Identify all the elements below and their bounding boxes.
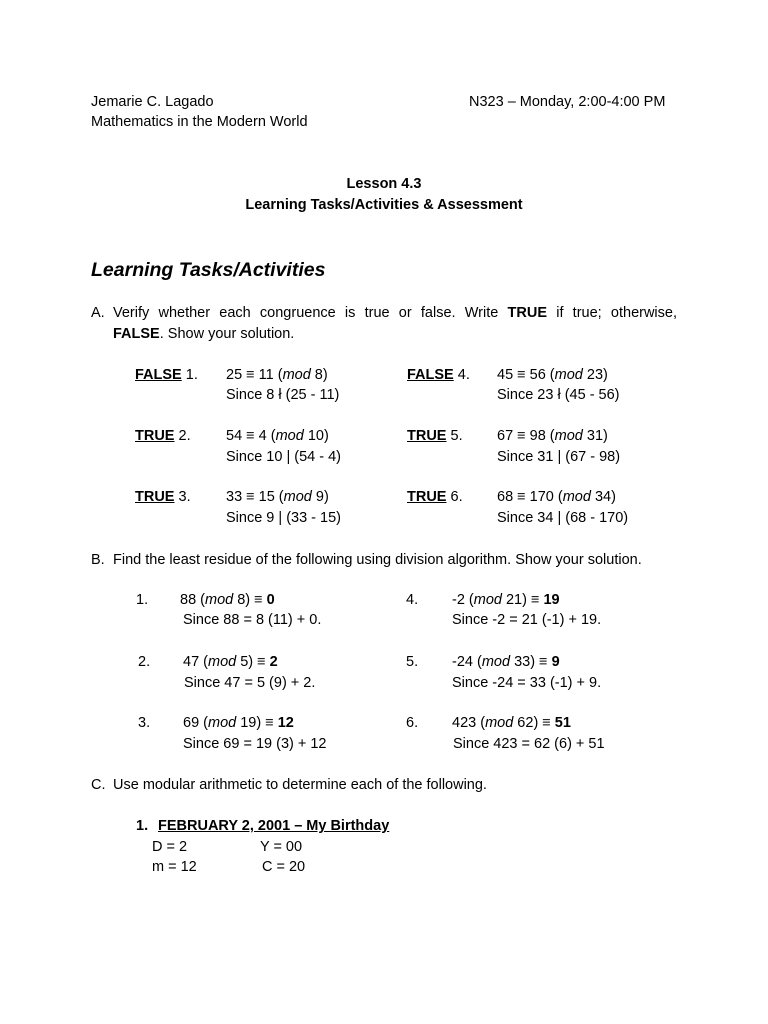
item-number: 4.: [406, 592, 419, 608]
answer-label: TRUE: [407, 489, 447, 505]
congruence-statement: 33 ≡ 15 (mod 9): [226, 489, 329, 505]
item-number: 1.: [185, 367, 198, 383]
item-number: 6.: [450, 489, 463, 505]
solution-line: Since -24 = 33 (-1) + 9.: [452, 675, 602, 691]
solution-line: Since -2 = 21 (-1) + 19.: [452, 612, 602, 628]
var-c: C = 20: [262, 859, 306, 875]
item-number: 3.: [178, 489, 191, 505]
item-number: 1.: [136, 818, 149, 834]
var-y: Y = 00: [260, 839, 303, 855]
answer-label: FALSE: [135, 367, 182, 383]
congruence-statement: 54 ≡ 4 (mod 10): [226, 428, 329, 444]
part-b-instruction: Find the least residue of the following using division algorithm. Show your solution.: [113, 552, 642, 568]
birthday-title: FEBRUARY 2, 2001 – My Birthday: [158, 818, 390, 834]
congruence-statement: 25 ≡ 11 (mod 8): [226, 367, 328, 383]
lesson-title: Lesson 4.3: [346, 176, 422, 192]
solution-line: Since 31 | (67 - 98): [497, 449, 621, 465]
var-m: m = 12: [152, 859, 197, 875]
part-c-instruction: Use modular arithmetic to determine each of the following.: [113, 777, 487, 793]
item-number: 4.: [457, 367, 470, 383]
congruence-statement: 45 ≡ 56 (mod 23): [497, 367, 608, 383]
item-number: 3.: [138, 715, 151, 731]
part-a-letter: A.: [91, 305, 105, 321]
solution-line: Since 10 | (54 - 4): [226, 449, 341, 465]
part-a-instruction-line2: FALSE. Show your solution.: [113, 326, 295, 342]
item-number: 5.: [406, 654, 419, 670]
lesson-subtitle: Learning Tasks/Activities & Assessment: [245, 197, 523, 213]
item-number: 2.: [178, 428, 191, 444]
congruence-statement: 67 ≡ 98 (mod 31): [497, 428, 608, 444]
course-name: Mathematics in the Modern World: [91, 114, 308, 130]
solution-line: Since 423 = 62 (6) + 51: [453, 736, 605, 752]
residue-statement: 47 (mod 5) ≡ 2: [183, 654, 278, 670]
var-d: D = 2: [152, 839, 188, 855]
answer-label: TRUE: [407, 428, 447, 444]
solution-line: Since 9 | (33 - 15): [226, 510, 341, 526]
residue-statement: 69 (mod 19) ≡ 12: [183, 715, 294, 731]
item-number: 5.: [450, 428, 463, 444]
solution-line: Since 8 ł (25 - 11): [226, 387, 340, 403]
answer-label: FALSE: [407, 367, 454, 383]
residue-statement: 88 (mod 8) ≡ 0: [180, 592, 275, 608]
part-b-letter: B.: [91, 552, 105, 568]
item-number: 1.: [136, 592, 149, 608]
congruence-statement: 68 ≡ 170 (mod 34): [497, 489, 616, 505]
answer-label: TRUE: [135, 428, 175, 444]
part-a-instruction-line1: Verify whether each congruence is true or false. Write TRUE if true; otherwise,: [113, 305, 677, 321]
section-heading: Learning Tasks/Activities: [91, 259, 326, 281]
answer-label: TRUE: [135, 489, 175, 505]
solution-line: Since 23 ł (45 - 56): [497, 387, 620, 403]
solution-line: Since 69 = 19 (3) + 12: [183, 736, 327, 752]
residue-statement: -2 (mod 21) ≡ 19: [452, 592, 560, 608]
residue-statement: 423 (mod 62) ≡ 51: [452, 715, 571, 731]
residue-statement: -24 (mod 33) ≡ 9: [452, 654, 560, 670]
class-schedule: N323 – Monday, 2:00-4:00 PM: [469, 94, 666, 110]
solution-line: Since 47 = 5 (9) + 2.: [184, 675, 316, 691]
item-number: 6.: [406, 715, 419, 731]
student-name: Jemarie C. Lagado: [91, 94, 214, 110]
part-c-letter: C.: [91, 777, 106, 793]
solution-line: Since 88 = 8 (11) + 0.: [183, 612, 322, 628]
solution-line: Since 34 | (68 - 170): [497, 510, 629, 526]
item-number: 2.: [138, 654, 151, 670]
